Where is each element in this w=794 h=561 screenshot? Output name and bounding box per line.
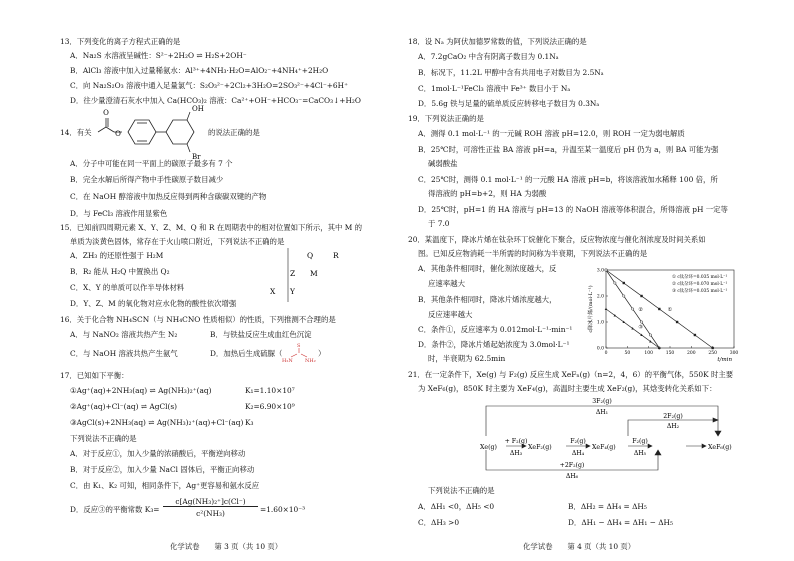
q17-option-d: D．反应③的平衡常数 K₃= [70,505,160,514]
chart-point [640,321,642,323]
q19-stem: 19．下列说法正确的是 [408,114,484,123]
q16-option-c: C．与 NaOH 溶液共热产生氨气 [70,349,178,358]
q13-option-b: B．AlCl₃ 溶液中加入过量稀氨水：Al³⁺+4NH₃·H₂O=AlO₂⁻+4NH₄⁺+2H₂O [70,66,329,75]
q15-option-d: D．Y、Z、M 的氧化物对应水化物的酸性依次增强 [70,299,237,308]
q20-option-d-line1: D．条件②，降冰片烯起始浓度为 3.0mol·L⁻¹ [418,340,570,349]
chart-point [605,269,607,271]
q21-option-a: A．ΔH₁ <0，ΔH₅ <0 [418,502,495,511]
chart-point [640,295,642,297]
q15-periodic-table [260,246,370,306]
diagram-top-reagent: 3F₂(g) [592,398,612,405]
chart-series-label: ③ [638,324,643,331]
q19-option-b-line2: 碱弱酸盐 [428,159,458,168]
q19-option-d-line2: 于 7.0 [428,219,450,228]
chart-x-tick-label: 0 [604,351,608,356]
chart-point [623,295,625,297]
chart-point [605,308,608,310]
chart-x-tick-label: 300 [729,351,739,356]
diagram-step2-dh: ΔH₄ [571,450,585,457]
chart-series-label: ② [638,306,643,313]
q17-fraction-denominator: c²(NH₃) [196,509,225,518]
q13-stem: 13．下列变化的离子方程式正确的是 [60,37,181,46]
q15-option-c: C．X、Y 的单质可以作半导体材料 [70,283,185,292]
q17-option-a: A．对于反应①，加入少量的浓硝酸后，平衡逆向移动 [70,449,246,458]
q20-stem-line1: 20．某温度下，降冰片烯在钛杂环丁烷催化下聚合，反应物浓度与催化剂浓度及时间关系如 [408,235,706,244]
chart-x-tick-label: 50 [624,351,631,356]
chart-point [694,334,696,336]
diagram-xef4: XeF₄(g) [592,444,616,451]
q13-option-d: D．往少量澄清石灰水中加入 Ca(HCO₃)₂ 溶液：Ca²⁺+OH⁻+HCO₃⁻=CaCO₃↓+H₂O [70,96,361,105]
chart-point [631,308,633,310]
chart-x-tick-label: 200 [687,351,696,356]
chart-marks [605,269,728,349]
q21-stem-line2: 为 XeF₆(g)，850K 时主要为 XeF₄(g)，高温时主要生成 XeF₂(g)，其焓变转化关系如下： [418,384,717,393]
chart-y-tick-label: 1.0 [596,320,604,326]
q17-k3: K₃ [245,418,254,427]
diagram-step1-reagent: + F₂(g) [504,438,528,445]
q17-sub: 下列说法不正确的是 [70,434,137,443]
q21-sub: 下列说法不正确的是 [428,486,495,495]
q15-stem-line1: 15．已知前四周期元素 X、Y、Z、M、Q 和 R 在周期表中的相对位置如下所示，其中 M 的 [60,223,363,232]
q20-option-b-line2: 反应速率越大 [428,310,473,319]
chart-x-tick-label: 150 [665,351,675,356]
q16-option-d: D．加热后生成硫脲（ [210,349,283,358]
chart-point [649,334,651,336]
q20-option-a-line1: A．其他条件相同时，催化剂浓度越大，反 [418,264,557,273]
diagram-bottom-reagent: +2F₂(g) [559,462,585,469]
q21-stem-line1: 21．在一定条件下，Xe(g) 与 F₂(g) 反应生成 XeFₙ(g)（n=2，4，6）的平衡气体，550K 时主要 [408,370,734,379]
chart-x-tick-label: 250 [708,351,717,356]
q15-option-b: B．R₂ 能从 H₂Q 中置换出 Q₂ [70,267,170,276]
diagram-xe: Xe(g) [480,444,497,451]
q17-stem: 17．已知如下平衡： [60,371,129,380]
q15-cell-q: Q [307,251,314,260]
q21-option-d: D．ΔH₁ − ΔH₄ = ΔH₁ − ΔH₅ [568,518,673,527]
q17-eq2: ②Ag⁺(aq)+Cl⁻(aq) ⇌ AgCl(s) [70,402,178,411]
q14-oh-label: OH [192,105,204,113]
chart-series-label: ① [667,306,673,313]
q15-stem-line2: 单质为淡黄色固体，常存在于火山喷口附近，下列说法不正确的是 [70,237,285,246]
q15-cell-z: Z [290,269,296,278]
diagram-mid-reagent: 2F₂(g) [663,413,683,420]
q21-enthalpy-diagram [478,398,738,480]
diagram-step1-dh: ΔH₃ [509,450,523,457]
q15-cell-x: X [270,287,276,296]
q14-stem: 14．有关 [60,128,92,137]
q14-br-label: Br [192,153,201,160]
q14-o-label: O [103,109,109,117]
q17-eq3: ③AgCl(s)+2NH₃(aq) ⇌ Ag(NH₃)₂⁺(aq)+Cl⁻(aq) [70,418,244,427]
q13-option-c: C．向 Na₂S₂O₃ 溶液中通入足量氯气：S₂O₃²⁻+2Cl₂+3H₂O=2SO₃²⁻+4Cl⁻+6H⁺ [70,81,348,90]
q20-stem-line2: 图。已知反应物消耗一半所需的时间称为半衰期，下列说法不正确的是 [418,249,648,258]
chart-point [614,282,616,284]
q17-fraction-numerator: c[Ag(NH₃)₂⁺]c(Cl⁻) [163,497,258,507]
q14-o2-label: O [115,130,121,138]
diagram-step2-reagent: F₂(g) [570,438,586,445]
chart-y-tick-label: 3.0 [596,268,604,274]
q18-option-b: B．标况下，11.2L 甲醇中含有共用电子对数目为 2.5Nₐ [418,68,604,77]
chart-legend-entry: ③ c钛杂环=0.035 mol·L⁻¹ [672,289,728,294]
q17-k2: K₂=6.90×10⁹ [245,402,295,411]
chart-x-tick-label: 100 [644,351,653,356]
diagram-xef6: XeF₆(g) [708,444,732,451]
q21-option-b: B．ΔH₂ = ΔH₄ = ΔH₅ [568,502,647,511]
q15-option-a: A．ZH₃ 的还原性强于 H₂M [70,251,164,260]
q17-k1: K₁=1.10×10⁷ [245,386,295,395]
q19-option-c-line2: 得溶液的 pH=b+2，则 HA 为弱酸 [428,189,547,198]
chart-legend-entry: ② c钛杂环=0.070 mol·L⁻¹ [672,282,728,287]
q17-eq1: ①Ag⁺(aq)+2NH₃(aq) ⇌ Ag(NH₃)₂⁺(aq) [70,386,212,395]
chart-legend-entry: ① c钛杂环=0.035 mol·L⁻¹ [672,275,728,280]
chart-y-tick-label: 0.0 [596,346,604,352]
q20-chart [586,262,746,362]
q17-fraction-value: =1.60×10⁻³ [260,505,306,514]
q13-option-a: A．Na₂S 水溶液呈碱性：S²⁻+2H₂O ⇌ H₂S+2OH⁻ [70,51,247,60]
q17-option-b: B．对于反应②，加入少量 NaCl 固体后，平衡正向移动 [70,465,255,474]
q20-option-a-line2: 应速率越大 [428,279,465,288]
q19-option-a: A．测得 0.1 mol·L⁻¹ 的一元碱 ROH 溶液 pH=12.0，则 ROH 一定为弱电解质 [418,129,685,138]
q16-nh2-left: H₂N [282,358,293,364]
diagram-step3-reagent: F₂(g) [632,438,648,445]
q18-option-c: C．1mol·L⁻¹FeCl₃ 溶液中 Fe³⁺ 数目小于 Nₐ [418,84,571,93]
chart-point [658,308,660,310]
q15-cell-y: Y [290,287,295,296]
q20-option-b-line1: B．其他条件相同时，降冰片烯浓度越大， [418,295,557,304]
diagram-xef2: XeF₂(g) [528,444,552,451]
q19-option-d-line1: D．25℃时，pH=1 的 HA 溶液与 pH=13 的 NaOH 溶液等体积混合，所得溶液 pH 一定等 [418,205,728,214]
q19-option-c-line1: C．25℃时，测得 0.1 mol·L⁻¹ 的一元酸 HA 溶液 pH=b，将该溶液加水稀释 100 倍，所 [418,175,718,184]
q18-option-d: D．5.6g 铁与足量的硫单质反应转移电子数目为 0.3Nₐ [418,99,600,108]
chart-y-tick-label: 2.0 [596,294,604,300]
diagram-mid-dh: ΔH₂ [666,423,680,430]
q14-option-c: C．在 NaOH 醇溶液中加热反应得到两种含碳碳双键的产物 [70,192,267,201]
diagram-bottom-dh: ΔH₆ [565,473,579,480]
q16-option-a: A．与 NaNO₂ 溶液共热产生 N₂ [70,330,178,339]
diagram-step3-dh: ΔH₅ [633,450,647,457]
q15-cell-m: M [310,269,318,278]
q18-stem: 18．设 Nₐ 为阿伏加德罗常数的值，下列说法正确的是 [408,37,587,46]
q19-option-b-line1: B．25℃时，可溶性正盐 BA 溶液 pH=a，升温至某一温度后 pH 仍为 a，则 BA 可能为强 [418,145,719,154]
q16-s-label: S [297,343,301,349]
q14-option-d: D．与 FeCl₃ 溶液作用显紫色 [70,209,168,218]
chart-y-axis-label: c降冰片烯/(mol·L⁻¹) [588,285,594,333]
diagram-top-dh: ΔH₁ [595,409,609,416]
right-footer: 化学试卷 第 4 页（共 10 页） [523,542,636,551]
q21-option-c: C．ΔH₃ >0 [418,518,460,527]
chart-point [711,347,713,349]
q14-option-b: B．完全水解后所得产物中手性碳原子数目减少 [70,175,224,184]
q15-cell-r: R [333,251,339,260]
q16-option-d-tail: ） [318,349,326,358]
q17-option-c: C．由 K₁、K₂ 可知，相同条件下，Ag⁺更容易和氨水反应 [70,481,260,490]
q16-stem: 16．关于化合物 NH₄SCN（与 NH₄CNO 性质相似）的性质，下列推测不合理的是 [60,315,336,324]
q18-option-a: A．7.2gCaO₂ 中含有阴离子数目为 0.1Nₐ [418,52,559,61]
chart-point [623,282,625,284]
q20-option-d-line2: 时，半衰期为 62.5min [428,354,506,363]
q16-nh2-right: NH₂ [305,358,316,364]
q20-option-c: C．条件①，反应速率为 0.012mol·L⁻¹·min⁻¹ [418,325,573,334]
q14-stem-tail: 的说法正确的是 [208,128,260,137]
q16-thiourea-structure [282,340,316,364]
left-footer: 化学试卷 第 3 页（共 10 页） [170,542,283,551]
chart-x-axis-label: t/min [717,357,732,362]
q14-option-a: A．分子中可能在同一平面上的碳原子最多有 7 个 [70,159,233,168]
chart-point [676,321,678,323]
q16-option-b: B．与铁盐反应生成血红色沉淀 [210,330,312,339]
